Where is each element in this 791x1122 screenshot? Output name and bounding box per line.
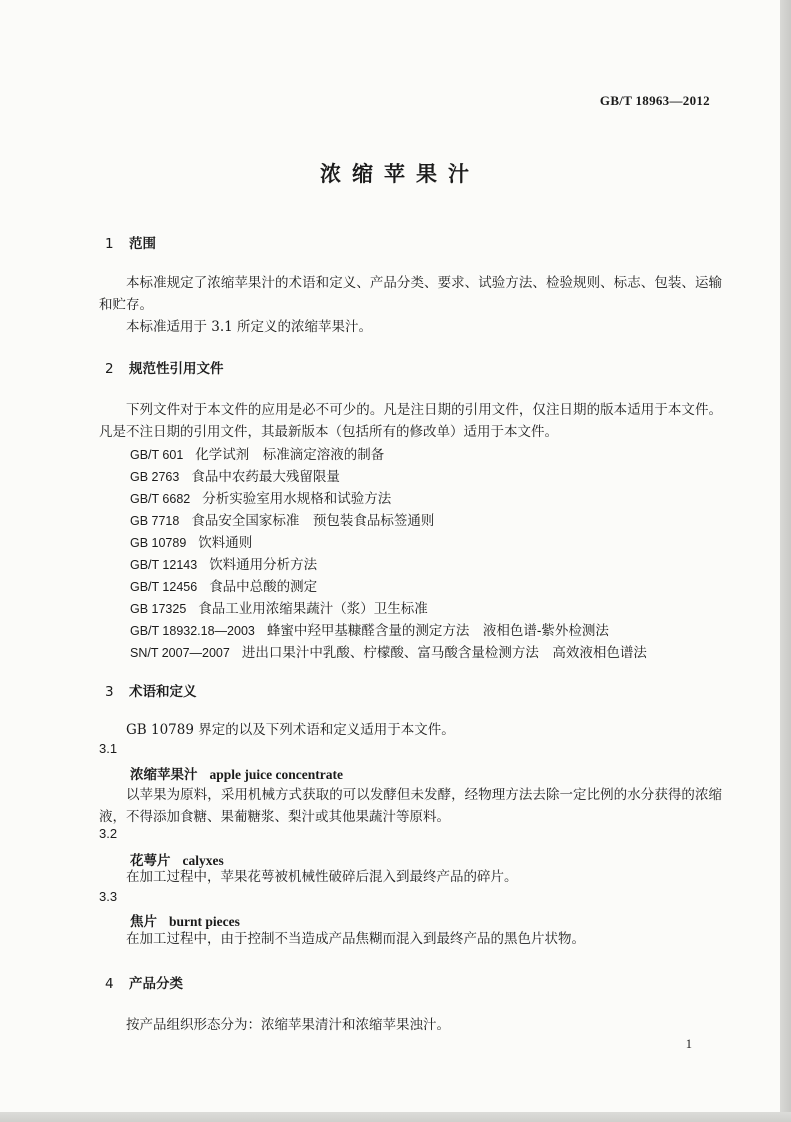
- term-en: apple juice concentrate: [209, 767, 343, 782]
- reference-title: 分析实验室用水规格和试验方法: [202, 491, 392, 507]
- term-cn: 花萼片: [130, 853, 171, 869]
- reference-code: GB/T 18932.18—2003: [130, 624, 255, 638]
- section-3-intro: GB 10789 界定的以及下列术语和定义适用于本文件。: [126, 722, 455, 738]
- term-entry: [130, 763, 343, 783]
- term-cn: 浓缩苹果汁: [130, 767, 198, 783]
- clause-number: 3.2: [99, 826, 118, 841]
- reference-item: [130, 465, 340, 485]
- clause-number: 3.1: [99, 741, 118, 756]
- reference-title: 蜂蜜中羟甲基糠醛含量的测定方法 液相色谱-紫外检测法: [266, 623, 609, 639]
- reference-item: [130, 553, 317, 573]
- reference-code: GB/T 12143: [130, 558, 198, 572]
- term-en: burnt pieces: [169, 914, 240, 929]
- section-4-para-1: 按产品组织形态分为：浓缩苹果清汁和浓缩苹果浊汁。: [126, 1017, 450, 1033]
- reference-code: GB 2763: [130, 470, 180, 484]
- page-bottom-shadow: [0, 1112, 791, 1122]
- standard-number: GB/T 18963—2012: [599, 93, 710, 108]
- reference-code: GB/T 601: [130, 448, 184, 462]
- reference-item: [130, 531, 252, 551]
- reference-code: GB 17325: [130, 602, 187, 616]
- term-definition: 在加工过程中，由于控制不当造成产品焦糊而混入到最终产品的黑色片状物。: [126, 931, 585, 947]
- reference-code: GB 7718: [130, 514, 180, 528]
- section-number: 3: [105, 684, 114, 700]
- clause-number: 3.3: [99, 889, 118, 904]
- reference-item: [130, 597, 428, 617]
- reference-item: [130, 575, 317, 595]
- section-2-para-1: 下列文件对于本文件的应用是必不可少的。凡是注日期的引用文件，仅注日期的版本适用于本文件。凡是不注日期的引用文件，其最新版本（包括所有的修改单）适用于本文件。: [99, 402, 722, 440]
- page-number: 1: [685, 1037, 692, 1051]
- section-number: 2: [105, 361, 114, 377]
- reference-title: 食品安全国家标准 预包装食品标签通则: [191, 513, 435, 529]
- section-number: 4: [105, 976, 114, 992]
- reference-item: [130, 443, 384, 463]
- reference-title: 食品中农药最大残留限量: [191, 469, 340, 485]
- section-number: 1: [105, 236, 114, 252]
- document-title: 浓缩苹果汁: [320, 162, 480, 186]
- reference-item: [130, 619, 609, 639]
- section-title: 术语和定义: [129, 684, 197, 700]
- reference-code: SN/T 2007—2007: [130, 646, 230, 660]
- term-definition: 以苹果为原料，采用机械方式获取的可以发酵但未发酵，经物理方法去除一定比例的水分获得的浓缩液，不得添加食糖、果葡糖浆、梨汁或其他果蔬汁等原料。: [99, 787, 722, 825]
- section-4-heading: [105, 972, 183, 992]
- section-1-para-2: 本标准适用于 3.1 所定义的浓缩苹果汁。: [126, 319, 373, 335]
- reference-item: [130, 509, 434, 529]
- reference-title: 饮料通用分析方法: [209, 557, 318, 573]
- reference-title: 食品工业用浓缩果蔬汁（浆）卫生标准: [198, 601, 428, 617]
- term-entry: [130, 910, 240, 930]
- reference-item: [130, 487, 391, 507]
- section-title: 产品分类: [129, 976, 183, 992]
- page-edge-shadow: [780, 0, 791, 1122]
- term-cn: 焦片: [130, 914, 157, 930]
- section-1-heading: [105, 232, 156, 252]
- section-title: 规范性引用文件: [129, 361, 224, 377]
- reference-code: GB/T 6682: [130, 492, 191, 506]
- reference-title: 化学试剂 标准滴定溶液的制备: [195, 447, 385, 463]
- term-en: calyxes: [182, 853, 224, 868]
- term-definition: 在加工过程中，苹果花萼被机械性破碎后混入到最终产品的碎片。: [126, 869, 518, 885]
- section-3-heading: [105, 680, 197, 700]
- reference-code: GB 10789: [130, 536, 187, 550]
- reference-item: [130, 641, 647, 661]
- reference-title: 进出口果汁中乳酸、柠檬酸、富马酸含量检测方法 高效液相色谱法: [241, 645, 647, 661]
- section-2-heading: [105, 357, 224, 377]
- reference-code: GB/T 12456: [130, 580, 198, 594]
- reference-title: 饮料通则: [198, 535, 253, 551]
- reference-title: 食品中总酸的测定: [209, 579, 318, 595]
- section-title: 范围: [129, 236, 156, 252]
- section-1-para-1: 本标准规定了浓缩苹果汁的术语和定义、产品分类、要求、试验方法、检验规则、标志、包装、运输和贮存。: [99, 275, 722, 313]
